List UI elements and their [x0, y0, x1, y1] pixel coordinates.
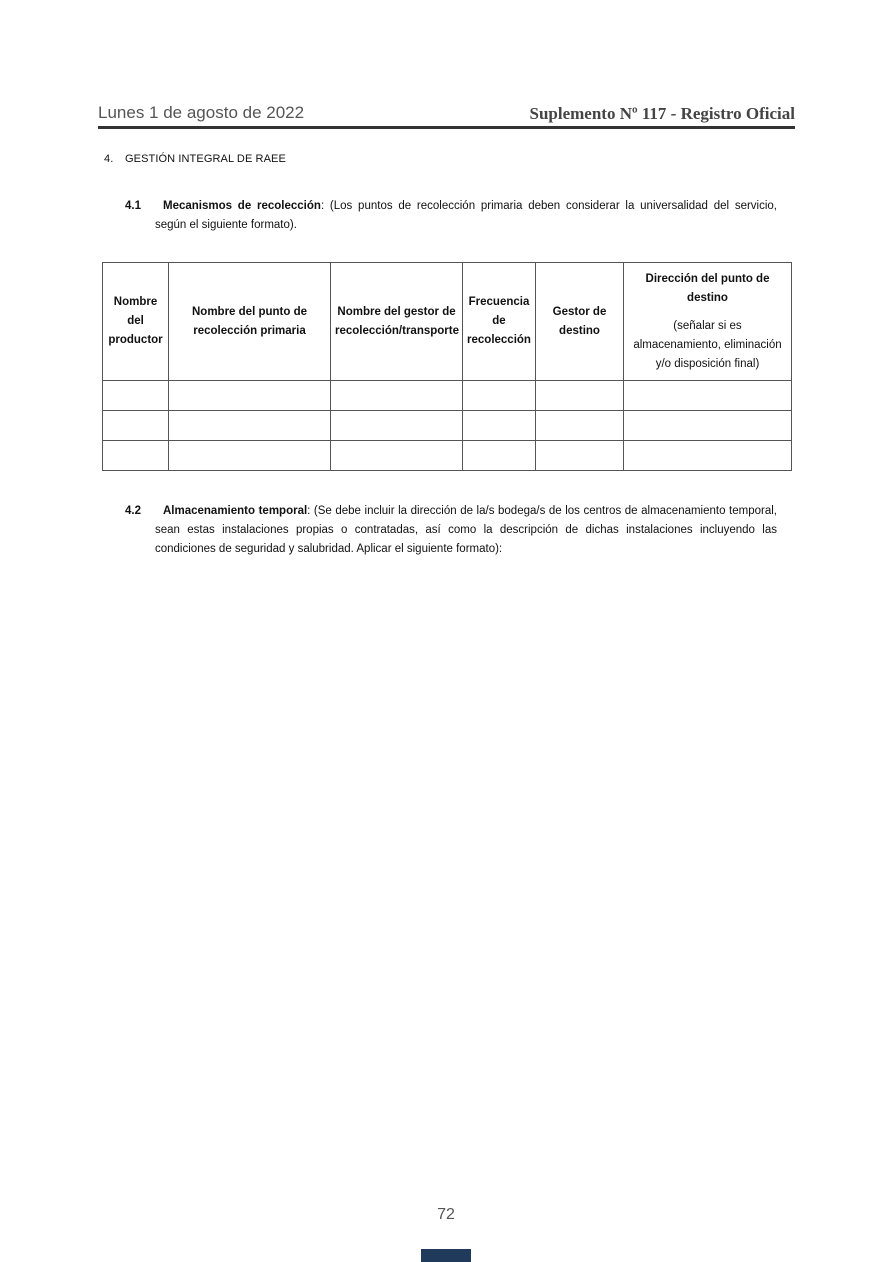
page-number: 72: [437, 1206, 455, 1223]
collection-table: [102, 262, 792, 471]
paragraph-4-1: [125, 197, 777, 235]
section-number: 4.: [104, 153, 114, 165]
table-row: [103, 381, 792, 411]
table-cell: [331, 441, 463, 471]
paragraph-lead: Almacenamiento temporal: [163, 505, 308, 517]
table-cell: [624, 441, 792, 471]
column-header: Frecuencia de recolección: [463, 263, 536, 381]
paragraph-text: : (Se debe incluir la dirección de la/s bodega/s de los centros de almacenamiento temporal, sean estas instalaciones propias o contratadas, así como la descripción de dichas instalaciones incluyendo las condiciones de seguridad y salubridad. Aplicar el siguiente formato):: [155, 505, 777, 555]
table-row: [103, 411, 792, 441]
table-cell: [536, 441, 624, 471]
table-cell: [169, 381, 331, 411]
table-cell: [169, 411, 331, 441]
table-row: [103, 441, 792, 471]
table-cell: [463, 381, 536, 411]
paragraph-number: 4.1: [125, 200, 141, 212]
table-header-row: [103, 263, 792, 381]
table-cell: [536, 381, 624, 411]
table-cell: [624, 411, 792, 441]
column-header: Dirección del punto de destino (señalar si es almacenamiento, eliminación y/o disposición final): [624, 263, 792, 381]
table-cell: [103, 411, 169, 441]
table-cell: [331, 411, 463, 441]
table-cell: [624, 381, 792, 411]
column-header: Nombre del punto de recolección primaria: [169, 263, 331, 381]
table-cell: [331, 381, 463, 411]
header-publication: Suplemento Nº 117 - Registro Oficial: [529, 104, 795, 123]
section-heading: [104, 153, 286, 165]
paragraph-lead: Mecanismos de recolección: [163, 200, 321, 212]
paragraph-text: : (Los puntos de recolección primaria deben considerar la universalidad del servicio, según el siguiente formato).: [155, 200, 777, 231]
column-header: Gestor de destino: [536, 263, 624, 381]
paragraph-number: 4.2: [125, 505, 141, 517]
table-cell: [463, 411, 536, 441]
column-header-note: (señalar si es almacenamiento, eliminación y/o disposición final): [633, 319, 782, 370]
table-cell: [463, 441, 536, 471]
section-title: GESTIÓN INTEGRAL DE RAEE: [125, 153, 286, 165]
paragraph-4-2: [125, 502, 777, 559]
table-cell: [536, 411, 624, 441]
column-header: Nombre del gestor de recolección/transporte: [331, 263, 463, 381]
footer-accent-bar: [421, 1249, 471, 1262]
header-date: Lunes 1 de agosto de 2022: [98, 103, 305, 122]
column-header: Nombre del productor: [103, 263, 169, 381]
table-cell: [169, 441, 331, 471]
header-divider: [98, 126, 795, 129]
table-cell: [103, 441, 169, 471]
table-cell: [103, 381, 169, 411]
